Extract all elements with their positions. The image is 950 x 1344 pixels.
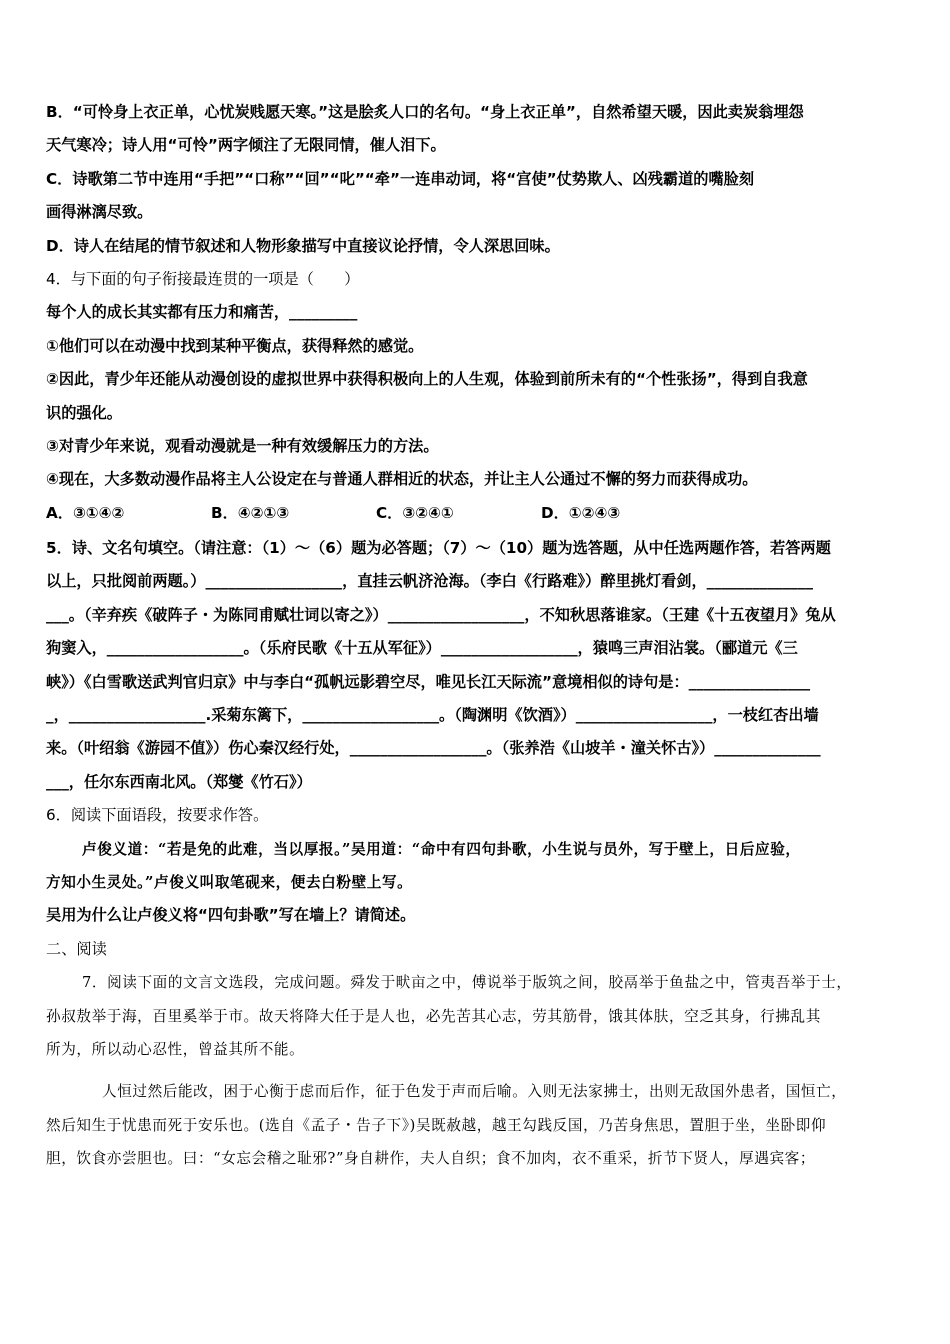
q4-option-b: B．④②①③ (211, 503, 290, 522)
q7-paragraph2-line2: 然后知生于忧患而死于安乐也。(选自《孟子・告子下》)吴既赦越，越王勾践反国，乃苦身焦思，置胆于坐，坐卧即仰 (46, 1116, 827, 1134)
q5-line7: 来。（叶绍翁《游园不值》）伤心秦汉经行处，__________________。（张养浩《山坡羊・潼关怀古》）______________ (46, 739, 821, 758)
q4-option-a: A．③①④② (46, 503, 125, 522)
q4-statement-2-line2: 识的强化。 (46, 403, 122, 422)
q4-stem: 4．与下面的句子衔接最连贯的一项是（ ） (46, 269, 360, 288)
q3-option-c-line1: C．诗歌第二节中连用“手把”“口称”“回”“叱”“牵”一连串动词，将“宫使”仗势欺人、凶残霸道的嘴脸刻 (46, 169, 755, 188)
q4-option-d: D．①②④③ (541, 503, 621, 522)
q7-paragraph2-line1: 人恒过然后能改，困于心衡于虑而后作，征于色发于声而后喻。入则无法家拂士，出则无敌国外患者，国恒亡， (102, 1083, 847, 1101)
q3-option-b-line1: B．“可怜身上衣正单，心忧炭贱愿天寒。”这是脍炙人口的名句。“身上衣正单”，自然希望天暖，因此卖炭翁埋怨 (46, 103, 804, 121)
q5-line3: ___。（辛弃疾《破阵子・为陈同甫赋壮词以寄之》）__________________，不知秋思落谁家。（王建《十五夜望月》兔从 (46, 605, 836, 624)
q6-quote-line2: 方知小生灵处。”卢俊义叫取笔砚来，便去白粉壁上写。 (46, 873, 413, 891)
q6-quote-line1: 卢俊义道：“若是免的此难，当以厚报。”吴用道：“命中有四句卦歌，小生说与员外，写于壁上，日后应验， (82, 840, 801, 858)
q7-paragraph1-line2: 孙叔敖举于海，百里奚举于市。故天将降大任于是人也，必先苦其心志，劳其筋骨，饿其体肤，空乏其身，行拂乱其 (46, 1007, 821, 1025)
q5-line4: 狗窦入，__________________。（乐府民歌《十五从军征》）__________________，猿鸣三声泪沾裳。（郦道元《三 (46, 639, 798, 658)
q3-option-b-line2: 天气寒冷；诗人用“可怜”两字倾注了无限同情，催人泪下。 (46, 136, 446, 155)
exam-page (46, 96, 908, 1176)
q4-options (46, 497, 908, 530)
q7-paragraph1-line3: 所为，所以动心忍性，曾益其所不能。 (46, 1040, 305, 1058)
q5-line6: _，__________________.采菊东篱下，__________________。（陶渊明《饮酒》）__________________，一枝红杏出墙 (46, 706, 819, 725)
q5-line8: ___，任尔东西南北风。（郑燮《竹石》） (46, 772, 312, 791)
q4-option-c: C．③②④① (376, 503, 454, 522)
q7-paragraph1-line1: 7．阅读下面的文言文选段，完成问题。舜发于畎亩之中，傅说举于版筑之间，胶鬲举于鱼盐之中，管夷吾举于士， (82, 974, 852, 992)
q5-line5: 峡》）《白雪歌送武判官归京》中与李白“孤帆远影碧空尽，唯见长江天际流”意境相似的诗句是：________________ (46, 672, 811, 691)
q6-stem: 6．阅读下面语段，按要求作答。 (46, 806, 269, 825)
q3-option-d: D．诗人在结尾的情节叙述和人物形象描写中直接议论抒情，令人深思回味。 (46, 236, 560, 255)
q4-statement-3: ③对青少年来说，观看动漫就是一种有效缓解压力的方法。 (46, 436, 439, 455)
q4-statement-2-line1: ②因此，青少年还能从动漫创设的虚拟世界中获得积极向上的人生观，体验到前所未有的“个性张扬”，得到自我意 (46, 370, 808, 389)
q5-line2: 以上，只批阅前两题。）__________________，直挂云帆济沧海。（李白《行路难》）醉里挑灯看剑，______________ (46, 572, 813, 591)
q7-paragraph2-line3: 胆，饮食亦尝胆也。曰：“女忘会稽之耻邪?”身自耕作，夫人自织；食不加肉，衣不重采，折节下贤人，厚遇宾客； (46, 1150, 816, 1168)
q4-statement-4: ④现在，大多数动漫作品将主人公设定在与普通人群相近的状态，并让主人公通过不懈的努力而获得成功。 (46, 470, 758, 489)
q3-option-c-line2: 画得淋漓尽致。 (46, 203, 153, 222)
section-heading: 二、阅读 (46, 939, 107, 958)
q6-question: 吴用为什么让卢俊义将“四句卦歌”写在墙上？请简述。 (46, 906, 416, 925)
q4-statement-1: ①他们可以在动漫中找到某种平衡点，获得释然的感觉。 (46, 336, 424, 355)
q4-sentence: 每个人的成长其实都有压力和痛苦，_________ (46, 303, 358, 322)
q5-line1: 5．诗、文名句填空。（请注意：（1）～（6）题为必答题；（7）～（10）题为选答题，从中任选两题作答，若答两题 (46, 539, 831, 558)
